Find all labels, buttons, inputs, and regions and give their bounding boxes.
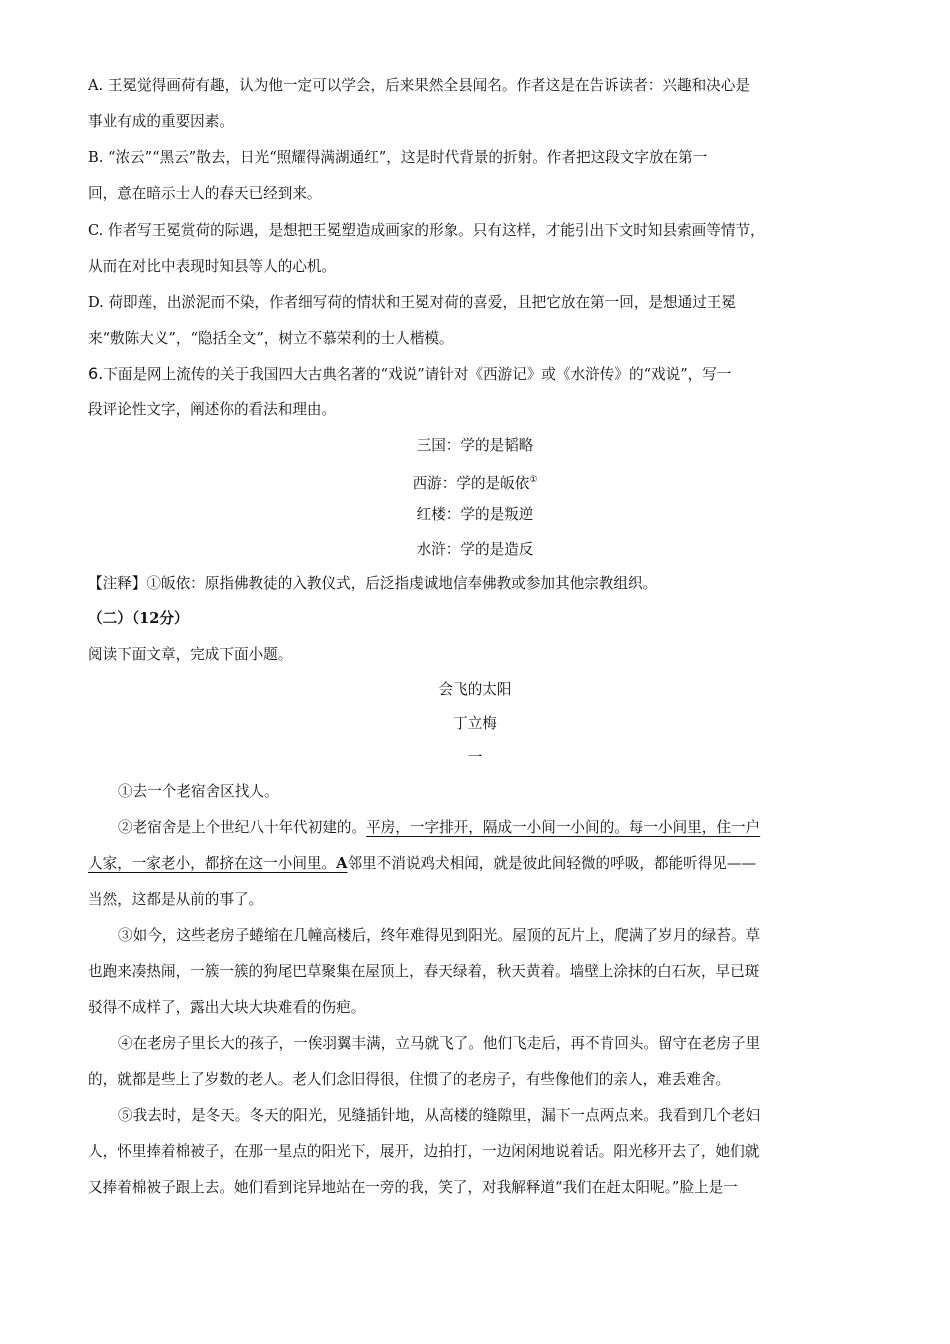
option-a-line-1: A. 王冕觉得画荷有趣，认为他一定可以学会，后来果然全县闻名。作者这是在告诉读者：兴趣和决心是: [88, 77, 750, 94]
article-author: 丁立梅: [453, 715, 497, 732]
saying-xiyou: [0, 470, 950, 494]
option-d-line-1: D. 荷即莲，出淤泥而不染，作者细写荷的情状和王冕对荷的喜爱，且把它放在第一回，是想通过王冕: [88, 294, 736, 311]
footnote-mark: ①: [529, 475, 538, 485]
paragraph-2-rest: 邻里不消说鸡犬相闻，就是彼此间轻微的呼吸，都能听得见——: [347, 855, 757, 872]
paragraph-2-line-2: [88, 854, 756, 874]
option-a-line-2: 事业有成的重要因素。: [88, 113, 234, 130]
paragraph-5-line-3: 又捧着棉被子跟上去。她们看到诧异地站在一旁的我，笑了，对我解释道“我们在赶太阳呢。”脸上是一: [88, 1179, 738, 1196]
paragraph-5-line-1: ⑤我去时，是冬天。冬天的阳光，见缝插针地，从高楼的缝隙里，漏下一点两点来。我看到几个老妇: [118, 1107, 761, 1124]
question-number: 6.: [88, 364, 104, 383]
paragraph-4-line-2: 的，就都是些上了岁数的老人。老人们念旧得很，住惯了的老房子，有些像他们的亲人，难丢难舍。: [88, 1071, 731, 1088]
option-b-line-1: B. “浓云”“黑云”散去，日光“照耀得满湖通红”，这是时代背景的折射。作者把这段文字放在第一: [88, 149, 708, 166]
paragraph-2-line-3: 当然，这都是从前的事了。: [88, 891, 264, 908]
section-header: （二）（12分）: [88, 610, 189, 627]
underlined-sentence-b: 人家，一家老小，都挤在这一小间里。: [88, 855, 337, 872]
option-d-line-2: 来“敷陈大义”，“隐括全文”，树立不慕荣利的士人楷模。: [88, 330, 454, 347]
paragraph-3-line-1: ③如今，这些老房子蜷缩在几幢高楼后，终年难得见到阳光。屋顶的瓦片上，爬满了岁月的绿苔。草: [118, 927, 761, 944]
saying-honglou: 红楼：学的是叛逆: [416, 506, 534, 523]
paragraph-5-line-2: 人，怀里捧着棉被子，在那一星点的阳光下，展开，边拍打，一边闲闲地说着话。阳光移开去了，她们就: [88, 1143, 760, 1160]
saying-sanguo: 三国：学的是韬略: [416, 437, 534, 454]
paragraph-2-start: ②老宿舍是上个世纪八十年代初建的。: [118, 819, 367, 836]
saying-xiyou-text: 西游：学的是皈依: [412, 475, 530, 492]
option-b-line-2: 回，意在暗示士人的春天已经到来。: [88, 185, 322, 202]
article-title: 会飞的太阳: [438, 681, 512, 698]
annotation-note: 【注释】①皈依：原指佛教徒的入教仪式，后泛指虔诚地信奉佛教或参加其他宗教组织。: [88, 575, 658, 592]
saying-shuihu: 水浒：学的是造反: [416, 541, 534, 558]
paragraph-3-line-3: 驳得不成样了，露出大块大块难看的伤疤。: [88, 999, 366, 1016]
underlined-sentence-a: 平房，一字排开，隔成一小间一小间的。每一小间里，住一户: [366, 819, 761, 836]
question-6-text: 下面是网上流传的关于我国四大古典名著的“戏说”请针对《西游记》或《水浒传》的“戏说”，写一: [103, 366, 732, 383]
paragraph-2-line-1: [118, 818, 760, 838]
option-c-line-2: 从而在对比中表现时知县等人的心机。: [88, 258, 337, 275]
question-6-line-2: 段评论性文字，阐述你的看法和理由。: [88, 401, 337, 418]
reading-instruction: 阅读下面文章，完成下面小题。: [88, 646, 293, 663]
question-6-line-1: [88, 364, 731, 385]
paragraph-1: ①去一个老宿舍区找人。: [118, 783, 279, 800]
paragraph-4-line-1: ④在老房子里长大的孩子，一俟羽翼丰满，立马就飞了。他们飞走后，再不肯回头。留守在老房子里: [118, 1035, 761, 1052]
paragraph-3-line-2: 也跑来凑热闹，一簇一簇的狗尾巴草聚集在屋顶上，春天绿着，秋天黄着。墙壁上涂抹的白石灰，早已斑: [88, 963, 760, 980]
option-c-line-1: C. 作者写王冕赏荷的际遇，是想把王冕塑造成画家的形象。只有这样，才能引出下文时知县索画等情节，: [88, 222, 765, 239]
article-part-number: 一: [467, 749, 483, 766]
marker-a: A: [336, 855, 348, 872]
